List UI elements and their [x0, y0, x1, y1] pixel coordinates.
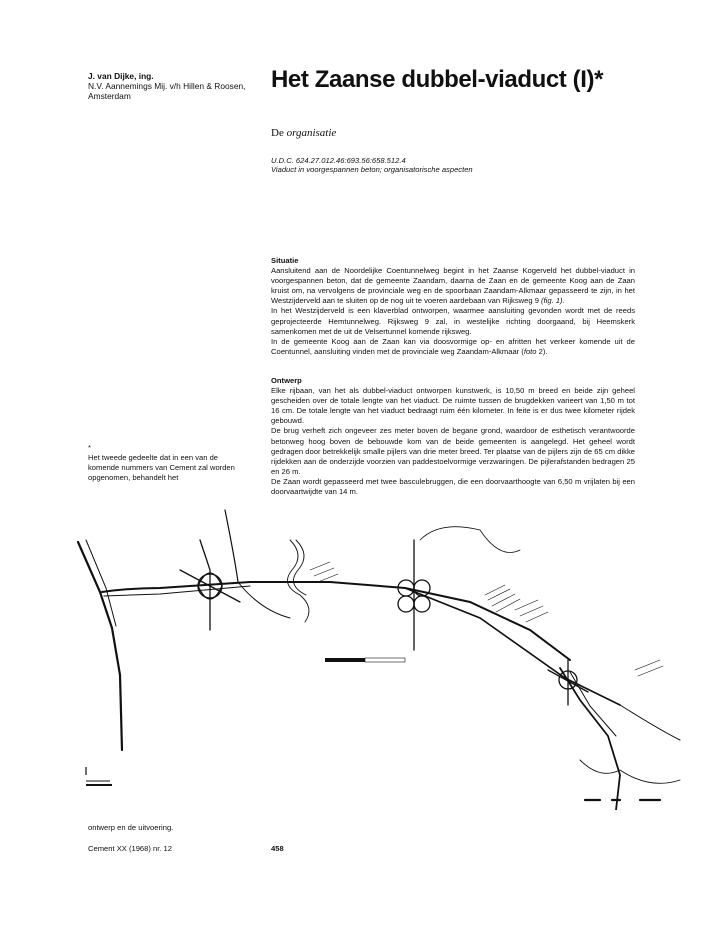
map-scale-bar: [325, 658, 405, 662]
udc-code: U.D.C. 624.27.012.46:693.56:658.512.4: [271, 156, 406, 165]
subtitle-prefix: De: [271, 127, 284, 139]
map-interchange-right: [548, 660, 588, 705]
map-interchange-left: [180, 540, 240, 630]
journal-footer: Cement XX (1968) nr. 12: [88, 844, 172, 853]
map-interchange-center: [398, 540, 430, 650]
ontwerp-paragraph-1: Elke rijbaan, van het als dubbel-viaduct ontworpen kunstwerk, is 10,50 m breed en beide zijn geheel gescheiden over de totale lengte van het viaduct. De ruimte tussen de brugdekken varieert van 1,50 m tot 16 cm. De totale lengte van het viaduct bedraagt ruim één kilometer. In feite is er dus twee kilometer rijdek gebouwd.: [271, 386, 635, 426]
page-number: 458: [271, 844, 284, 853]
footnote-marker: *: [88, 443, 91, 452]
situatie-p1-text: Aansluitend aan de Noordelijke Coentunnelweg begint in het Zaanse Kogerveld het dubbel-viaduct in voorgespannen beton, dat de gemeente Zaandam, daarna de Zaan en de gemeente Koog aan de Zaan kruist om, na vervolgens de provinciale weg en de spoorbaan Zaandam-Alkmaar gepasseerd te zijn, in het Westzijderveld aan te sluiten op de nog uit te voeren aardebaan van Rijksweg 9: [271, 266, 635, 306]
situatie-paragraph-1: [271, 266, 635, 306]
section-ontwerp: [271, 376, 635, 497]
author-affiliation-1: N.V. Aannemings Mij. v/h Hillen & Roosen,: [88, 81, 246, 92]
situatie-paragraph-2: In het Westzijderveld is een klaverblad ontworpen, waarmee aansluiting gevonden wordt met de reeds geprojecteerde Hemtunnelweg. Rijksweg 9 zal, in westelijke richting doorgaand, bij Heemskerk samenkomen met de uit de Velsertunnel komende rijksweg.: [271, 306, 635, 336]
situatie-p3-text: In de gemeente Koog aan de Zaan kan via doosvormige op- en afritten het verkeer komende uit de Coentunnel, aansluiting vinden met de provinciale weg Zaandam-Alkmaar (: [271, 336, 635, 356]
situatie-p3-end: 2).: [536, 346, 548, 356]
udc-keywords: Viaduct in voorgespannen beton; organisatorische aspecten: [271, 165, 473, 175]
article-subtitle: [271, 127, 336, 139]
ontwerp-paragraph-2: De brug verheft zich ongeveer zes meter boven de begane grond, waardoor de esthetisch verantwoorde betonweg hoog boven de bebouwde kom van de beide gemeenten is aangelegd. Het geheel wordt gedragen door betrekkelijk smalle pijlers van drie meter breed. Ter plaatse van de pijlers zijn de 65 cm dikke rijdekken aan de onderzijde voorzien van paddestoelvormige verzwaringen. De pijlerafstanden bedragen 25 en 26 m.: [271, 426, 635, 476]
section-heading-ontwerp: Ontwerp: [271, 376, 302, 385]
section-heading-situatie: Situatie: [271, 256, 299, 265]
map-main-road: [102, 582, 570, 660]
figure-reference: (fig. 1).: [541, 296, 565, 306]
situatie-paragraph-3: [271, 337, 635, 357]
scale-marks-icon: [84, 765, 114, 791]
udc-block: [271, 156, 631, 175]
ontwerp-paragraph-3: De Zaan wordt gepasseerd met twee basculebruggen, die een doorvaarthoogte van 6,50 m vrijlaten bij een doorvaartwijdte van 14 m.: [271, 476, 635, 497]
author-block: [88, 71, 256, 102]
subtitle-emphasis: organisatie: [286, 127, 337, 139]
article-title: Het Zaanse dubbel-viaduct (I)*: [271, 66, 604, 93]
footnote: [88, 443, 248, 483]
photo-reference: foto: [523, 346, 537, 356]
route-map-figure: [60, 500, 709, 810]
footnote-text: Het tweede gedeelte dat in een van de komende nummers van Cement zal worden opgenomen, behandelt het: [88, 453, 235, 483]
author-affiliation-2: Amsterdam: [88, 91, 131, 102]
footnote-continuation: ontwerp en de uitvoering.: [88, 823, 174, 832]
author-name: J. van Dijke, ing.: [88, 71, 154, 81]
map-diagonal-road: [405, 588, 620, 705]
section-situatie: [271, 256, 635, 357]
